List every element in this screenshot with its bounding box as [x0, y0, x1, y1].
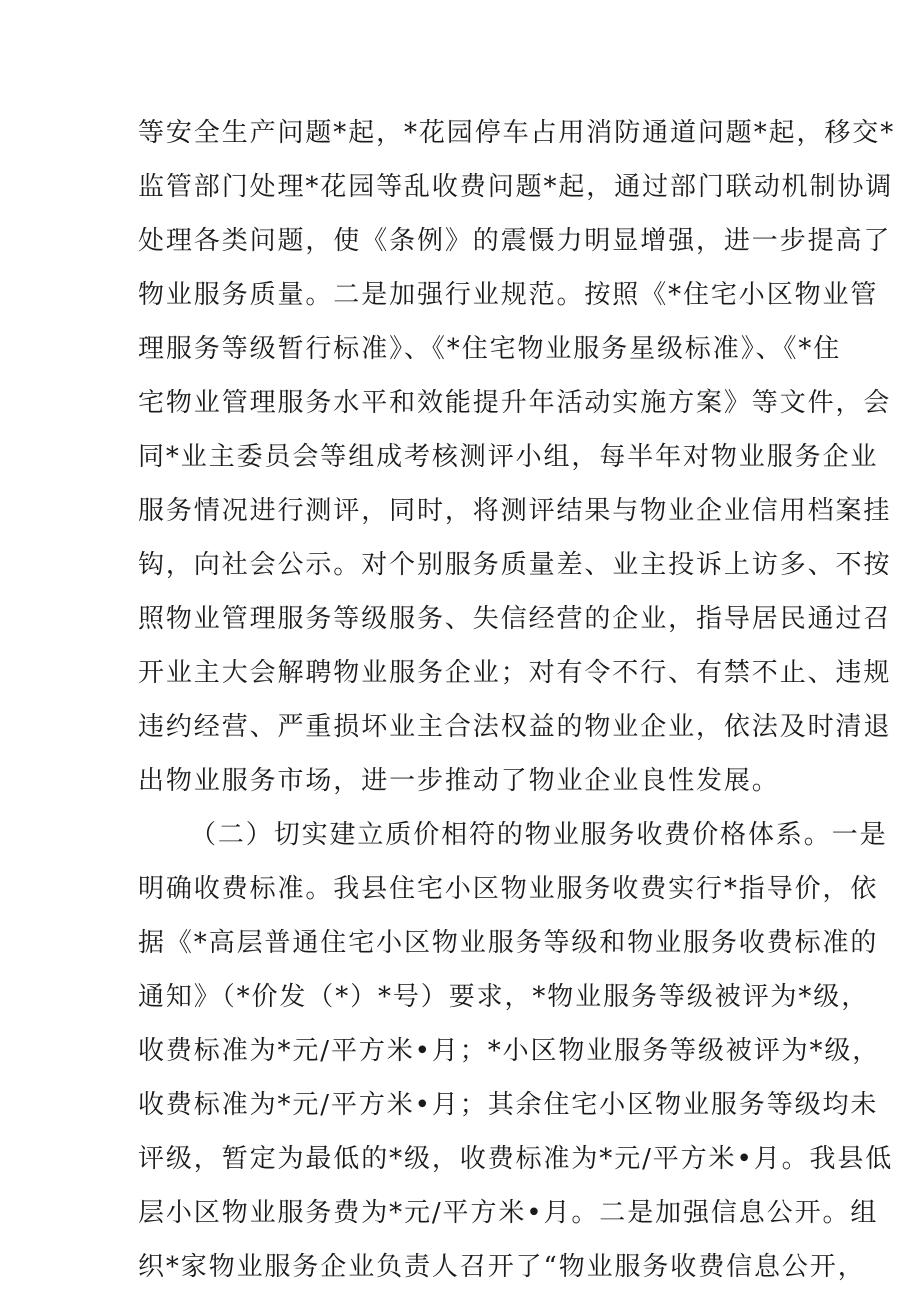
text-line: 织*家物业服务企业负责人召开了“物业服务收费信息公开， — [138, 1252, 866, 1282]
text-line: 层小区物业服务费为*元/平方米•月。二是加强信息公开。组 — [138, 1198, 879, 1228]
text-line: 物业服务质量。二是加强行业规范。按照《*住宅小区物业管 — [138, 280, 879, 310]
text-line: 开业主大会解聘物业服务企业；对有令不行、有禁不止、违规 — [138, 658, 892, 688]
text-line: 收费标准为*元/平方米•月；*小区物业服务等级被评为*级， — [138, 1036, 881, 1066]
text-line: 通知》（*价发（*）*号）要求，*物业服务等级被评为*级， — [138, 982, 870, 1012]
text-line: 监管部门处理*花园等乱收费问题*起，通过部门联动机制协调 — [138, 172, 894, 202]
text-line: 据《*高层普通住宅小区物业服务等级和物业服务收费标准的 — [138, 928, 879, 958]
section-heading-line: （二）切实建立质价相符的物业服务收费价格体系。一是 — [190, 820, 888, 850]
document-body — [0, 106, 920, 1294]
text-line: 理服务等级暂行标准》、《*住宅物业服务星级标准》、《*住 — [138, 334, 842, 364]
text-line: 处理各类问题，使《条例》的震慑力明显增强，进一步提高了 — [138, 226, 892, 256]
text-line: 钩，向社会公示。对个别服务质量差、业主投诉上访多、不按 — [138, 550, 892, 580]
text-line: 收费标准为*元/平方米•月；其余住宅小区物业服务等级均未 — [138, 1090, 879, 1120]
text-line: 评级，暂定为最低的*级，收费标准为*元/平方米•月。我县低 — [138, 1144, 894, 1174]
text-line: 等安全生产问题*起，*花园停车占用消防通道问题*起，移交* — [138, 118, 896, 148]
text-line: 出物业服务市场，进一步推动了物业企业良性发展。 — [138, 766, 780, 796]
text-line: 宅物业管理服务水平和效能提升年活动实施方案》等文件，会 — [138, 388, 892, 418]
text-line: 明确收费标准。我县住宅小区物业服务收费实行*指导价，依 — [138, 874, 879, 904]
text-line: 服务情况进行测评，同时，将测评结果与物业企业信用档案挂 — [138, 496, 892, 526]
text-line: 违约经营、严重损坏业主合法权益的物业企业，依法及时清退 — [138, 712, 892, 742]
text-line: 照物业管理服务等级服务、失信经营的企业，指导居民通过召 — [138, 604, 892, 634]
text-line: 同*业主委员会等组成考核测评小组，每半年对物业服务企业 — [138, 442, 879, 472]
